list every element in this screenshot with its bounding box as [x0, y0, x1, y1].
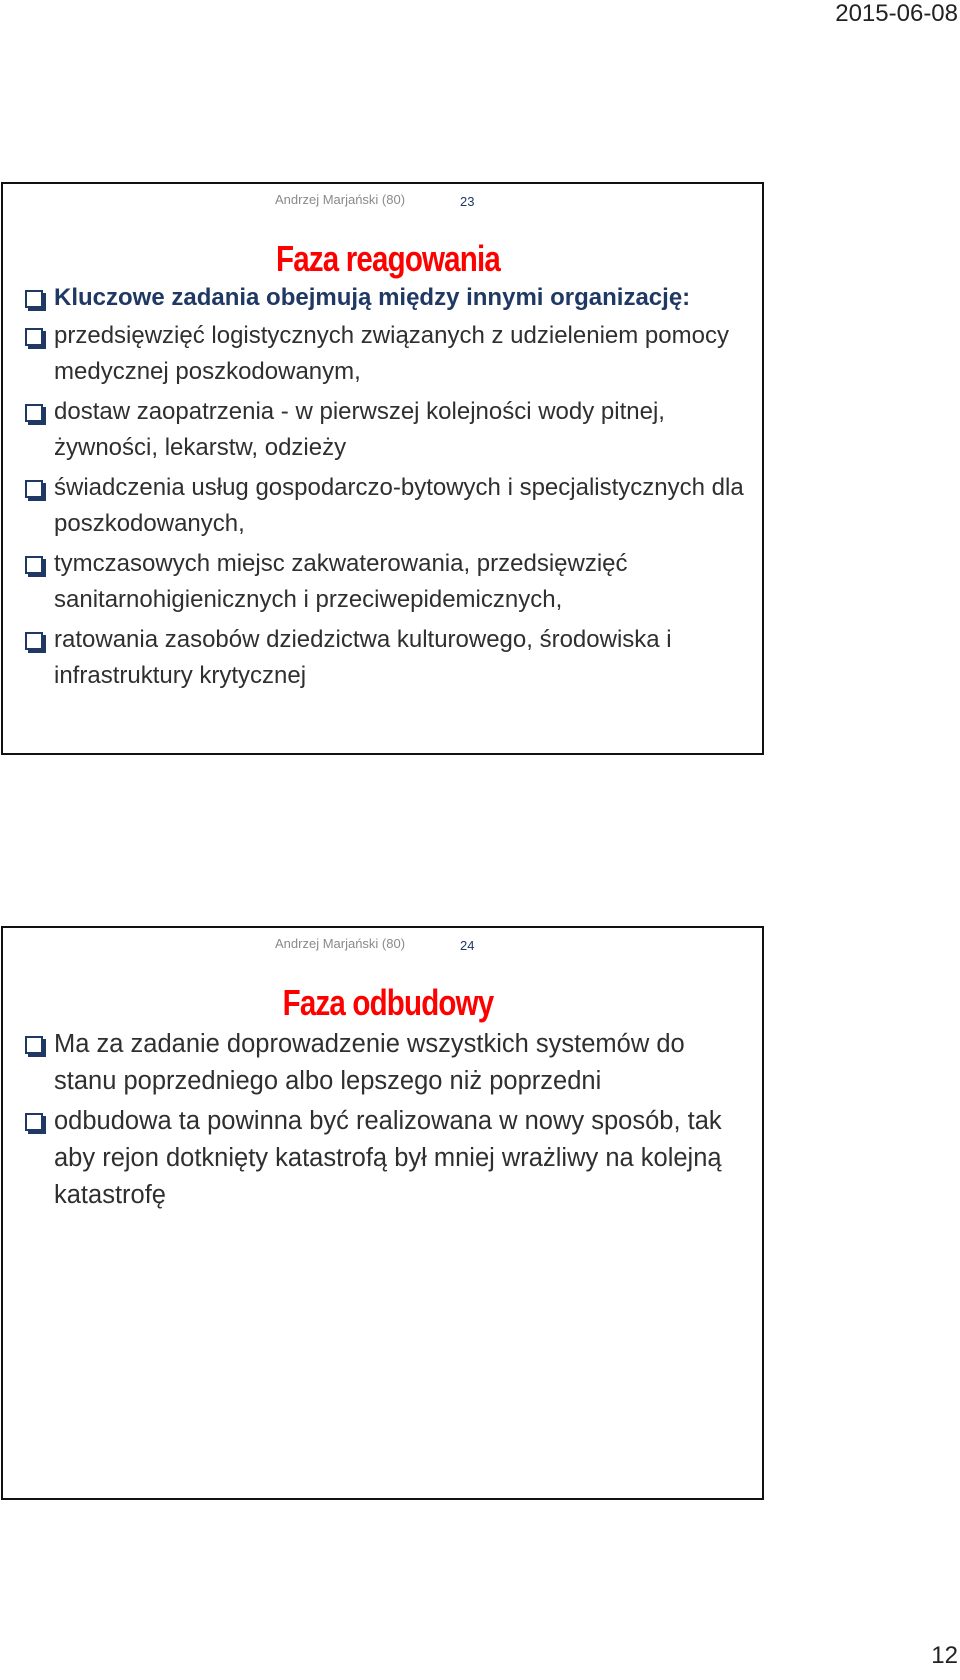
bullet-list — [25, 1026, 752, 1217]
bullet-item — [25, 394, 752, 466]
bullet-item — [25, 318, 752, 390]
page-number: 12 — [931, 1642, 958, 1669]
bullet-item — [25, 280, 752, 316]
slide-title: Faza reagowania — [276, 238, 500, 280]
bullet-list — [25, 280, 752, 698]
slide-23 — [1, 182, 764, 755]
bullet-item — [25, 1103, 752, 1214]
slide-author: Andrzej Marjański (80) — [275, 192, 406, 207]
slide-title: Faza odbudowy — [282, 982, 494, 1024]
checkbox-bullet-icon — [25, 1036, 43, 1054]
slide-meta — [3, 934, 762, 956]
bullet-text: świadczenia usług gospodarczo-bytowych i specjalistycznych dla poszkodowanych, — [54, 474, 744, 537]
checkbox-bullet-icon — [25, 556, 43, 574]
bullet-item — [25, 546, 752, 618]
checkbox-bullet-icon — [25, 404, 43, 422]
slide-author: Andrzej Marjański (80) — [275, 936, 406, 951]
checkbox-bullet-icon — [25, 328, 43, 346]
bullet-text: przedsięwzięć logistycznych związanych z udzieleniem pomocy medycznej poszkodowanym, — [54, 322, 729, 385]
bullet-text: dostaw zaopatrzenia - w pierwszej kolejności wody pitnej, żywności, lekarstw, odzieży — [54, 398, 665, 461]
slide-number: 24 — [460, 938, 475, 953]
bullet-text: Kluczowe zadania obejmują między innymi organizację: — [54, 284, 691, 311]
bullet-item — [25, 622, 752, 694]
slide-number: 23 — [460, 194, 475, 209]
bullet-text: Ma za zadanie doprowadzenie wszystkich systemów do stanu poprzedniego albo lepszego niż poprzedni — [54, 1030, 685, 1095]
bullet-text: odbudowa ta powinna być realizowana w nowy sposób, tak aby rejon dotknięty katastrofą był mniej wrażliwy na kolejną katastrofę — [54, 1107, 722, 1209]
checkbox-bullet-icon — [25, 480, 43, 498]
checkbox-bullet-icon — [25, 1113, 43, 1131]
slide-meta — [3, 190, 762, 212]
checkbox-bullet-icon — [25, 632, 43, 650]
slide-24 — [1, 926, 764, 1500]
bullet-text: tymczasowych miejsc zakwaterowania, przedsięwzięć sanitarnohigienicznych i przeciwepidemicznych, — [54, 550, 628, 613]
checkbox-bullet-icon — [25, 290, 43, 308]
bullet-text: ratowania zasobów dziedzictwa kulturowego, środowiska i infrastruktury krytycznej — [54, 626, 672, 689]
bullet-item — [25, 470, 752, 542]
page-date: 2015-06-08 — [835, 0, 958, 27]
bullet-item — [25, 1026, 752, 1100]
